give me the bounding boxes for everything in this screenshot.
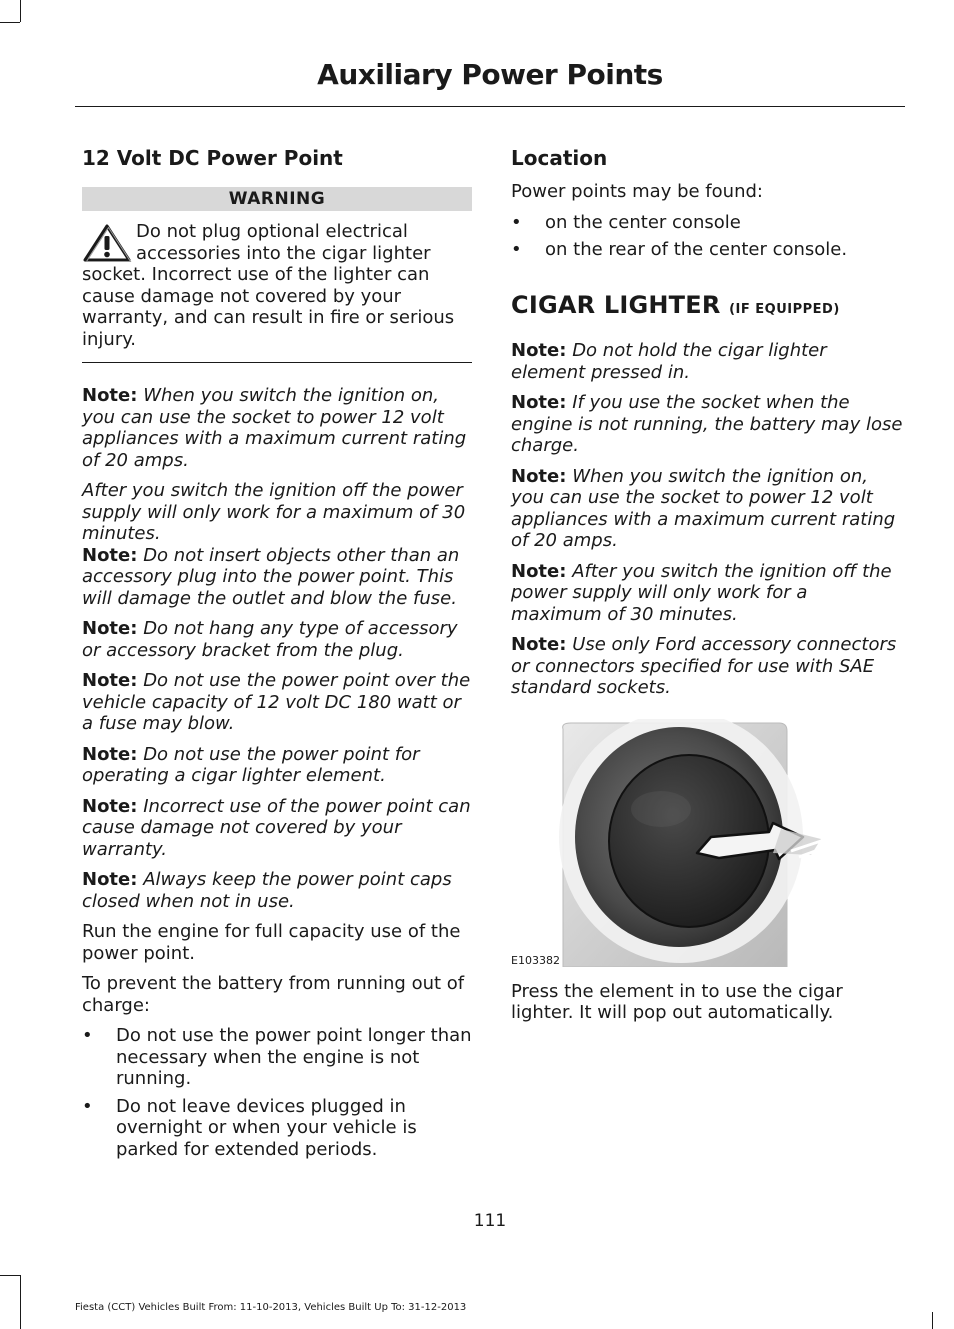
note-paragraph — [82, 869, 472, 912]
page-title: Auxiliary Power Points — [317, 58, 663, 91]
note-paragraph — [511, 340, 903, 383]
list-item — [82, 1025, 472, 1090]
left-column — [82, 145, 472, 1166]
note-paragraph — [82, 385, 472, 471]
note-paragraph — [511, 466, 903, 552]
crop-mark — [20, 0, 21, 22]
note-label: Note: — [511, 340, 567, 361]
note-text: After you switch the ignition off the power supply will only work for a maximum of 30 minutes. — [511, 560, 892, 625]
section-heading-cigar-lighter — [511, 290, 903, 321]
cigar-heading-suffix: (IF EQUIPPED) — [729, 301, 840, 317]
note-text: Do not hold the cigar lighter element pressed in. — [511, 340, 827, 383]
body-paragraph: To prevent the battery from running out of charge: — [82, 973, 465, 1016]
note-text: If you use the socket when the engine is not running, the battery may lose charge. — [511, 392, 903, 456]
crop-mark — [932, 1312, 933, 1329]
bullet-icon: • — [82, 1095, 93, 1117]
figure-code: E103382 — [511, 953, 560, 967]
list-item-text: Do not use the power point longer than necessary when the engine is not running. — [116, 1025, 472, 1089]
note-label: Note: — [82, 670, 138, 691]
list-item — [511, 239, 903, 261]
cigar-lighter-press-illustration — [511, 719, 903, 967]
note-text: Use only Ford accessory connectors or connectors specified for use with SAE standard sockets. — [511, 634, 897, 698]
crop-mark — [20, 1275, 21, 1329]
note-paragraph — [511, 634, 903, 699]
note-label: Note: — [511, 560, 567, 582]
note-text: When you switch the ignition on, you can use the socket to power 12 volt appliances with a maximum current rating of 20 amps. — [82, 385, 467, 471]
body-paragraph: Run the engine for full capacity use of the power point. — [82, 921, 461, 964]
section-heading-power-point: 12 Volt DC Power Point — [82, 146, 343, 170]
bullet-list — [511, 212, 903, 261]
cigar-lighter-figure — [511, 719, 903, 967]
cigar-heading-text: CIGAR LIGHTER — [511, 290, 721, 319]
note-label: Note: — [511, 634, 567, 655]
warning-text: Do not plug optional electrical accessories into the cigar lighter socket. Incorrect use of the lighter can cause damage not covered by your warranty, and can result in fire or serious injury. — [82, 221, 455, 350]
note-text: Incorrect use of the power point can cause damage not covered by your warranty. — [82, 795, 471, 860]
note-text: Do not use the power point over the vehicle capacity of 12 volt DC 180 watt or a fuse may blow. — [82, 670, 471, 734]
warning-triangle-icon — [82, 223, 132, 263]
list-item — [82, 1096, 472, 1161]
section-heading-location: Location — [511, 146, 608, 170]
note-text: Do not insert objects other than an accessory plug into the power point. This will damage the outlet and blow the fuse. — [82, 544, 460, 609]
note-label: Note: — [511, 392, 567, 413]
note-label: Note: — [82, 618, 138, 639]
note-text: Do not use the power point for operating a cigar lighter element. — [82, 743, 420, 786]
page-number: 111 — [473, 1211, 507, 1231]
footer-text: Fiesta (CCT) Vehicles Built From: 11-10-2013, Vehicles Built Up To: 31-12-2013 — [75, 1302, 467, 1313]
note-text: When you switch the ignition on, you can use the socket to power 12 volt appliances with a maximum current rating of 20 amps. — [511, 465, 896, 551]
note-paragraph — [511, 392, 903, 457]
note-paragraph — [511, 561, 903, 626]
body-paragraph: Power points may be found: — [511, 181, 763, 202]
italic-paragraph: After you switch the ignition off the power supply will only work for a maximum of 30 minutes. — [82, 480, 466, 544]
note-paragraph — [82, 670, 472, 735]
warning-label: WARNING — [82, 187, 472, 211]
crop-mark — [0, 22, 20, 23]
list-item-text: on the center console — [545, 211, 741, 233]
bullet-icon: • — [511, 239, 522, 260]
warning-box — [82, 221, 472, 356]
bullet-icon: • — [511, 211, 522, 233]
figure-caption: Press the element in to use the cigar lighter. It will pop out automatically. — [511, 980, 843, 1023]
note-label: Note: — [82, 869, 138, 890]
note-text: Do not hang any type of accessory or accessory bracket from the plug. — [82, 618, 458, 661]
list-item-text: on the rear of the center console. — [545, 239, 848, 260]
note-paragraph — [82, 545, 472, 610]
note-paragraph — [82, 744, 472, 787]
list-item-text: Do not leave devices plugged in overnight or when your vehicle is parked for extended periods. — [116, 1095, 417, 1160]
warning-divider — [82, 362, 472, 363]
list-item — [511, 212, 903, 234]
crop-mark — [0, 1275, 20, 1276]
note-paragraph — [82, 618, 472, 661]
note-label: Note: — [511, 465, 567, 487]
note-label: Note: — [82, 385, 138, 406]
note-label: Note: — [82, 544, 138, 566]
bullet-list — [82, 1025, 472, 1160]
title-divider — [75, 106, 905, 107]
note-text: Always keep the power point caps closed when not in use. — [82, 869, 452, 912]
note-label: Note: — [82, 743, 138, 765]
right-column — [511, 145, 903, 1033]
note-label: Note: — [82, 795, 138, 817]
note-paragraph — [82, 796, 472, 861]
bullet-icon: • — [82, 1025, 93, 1046]
